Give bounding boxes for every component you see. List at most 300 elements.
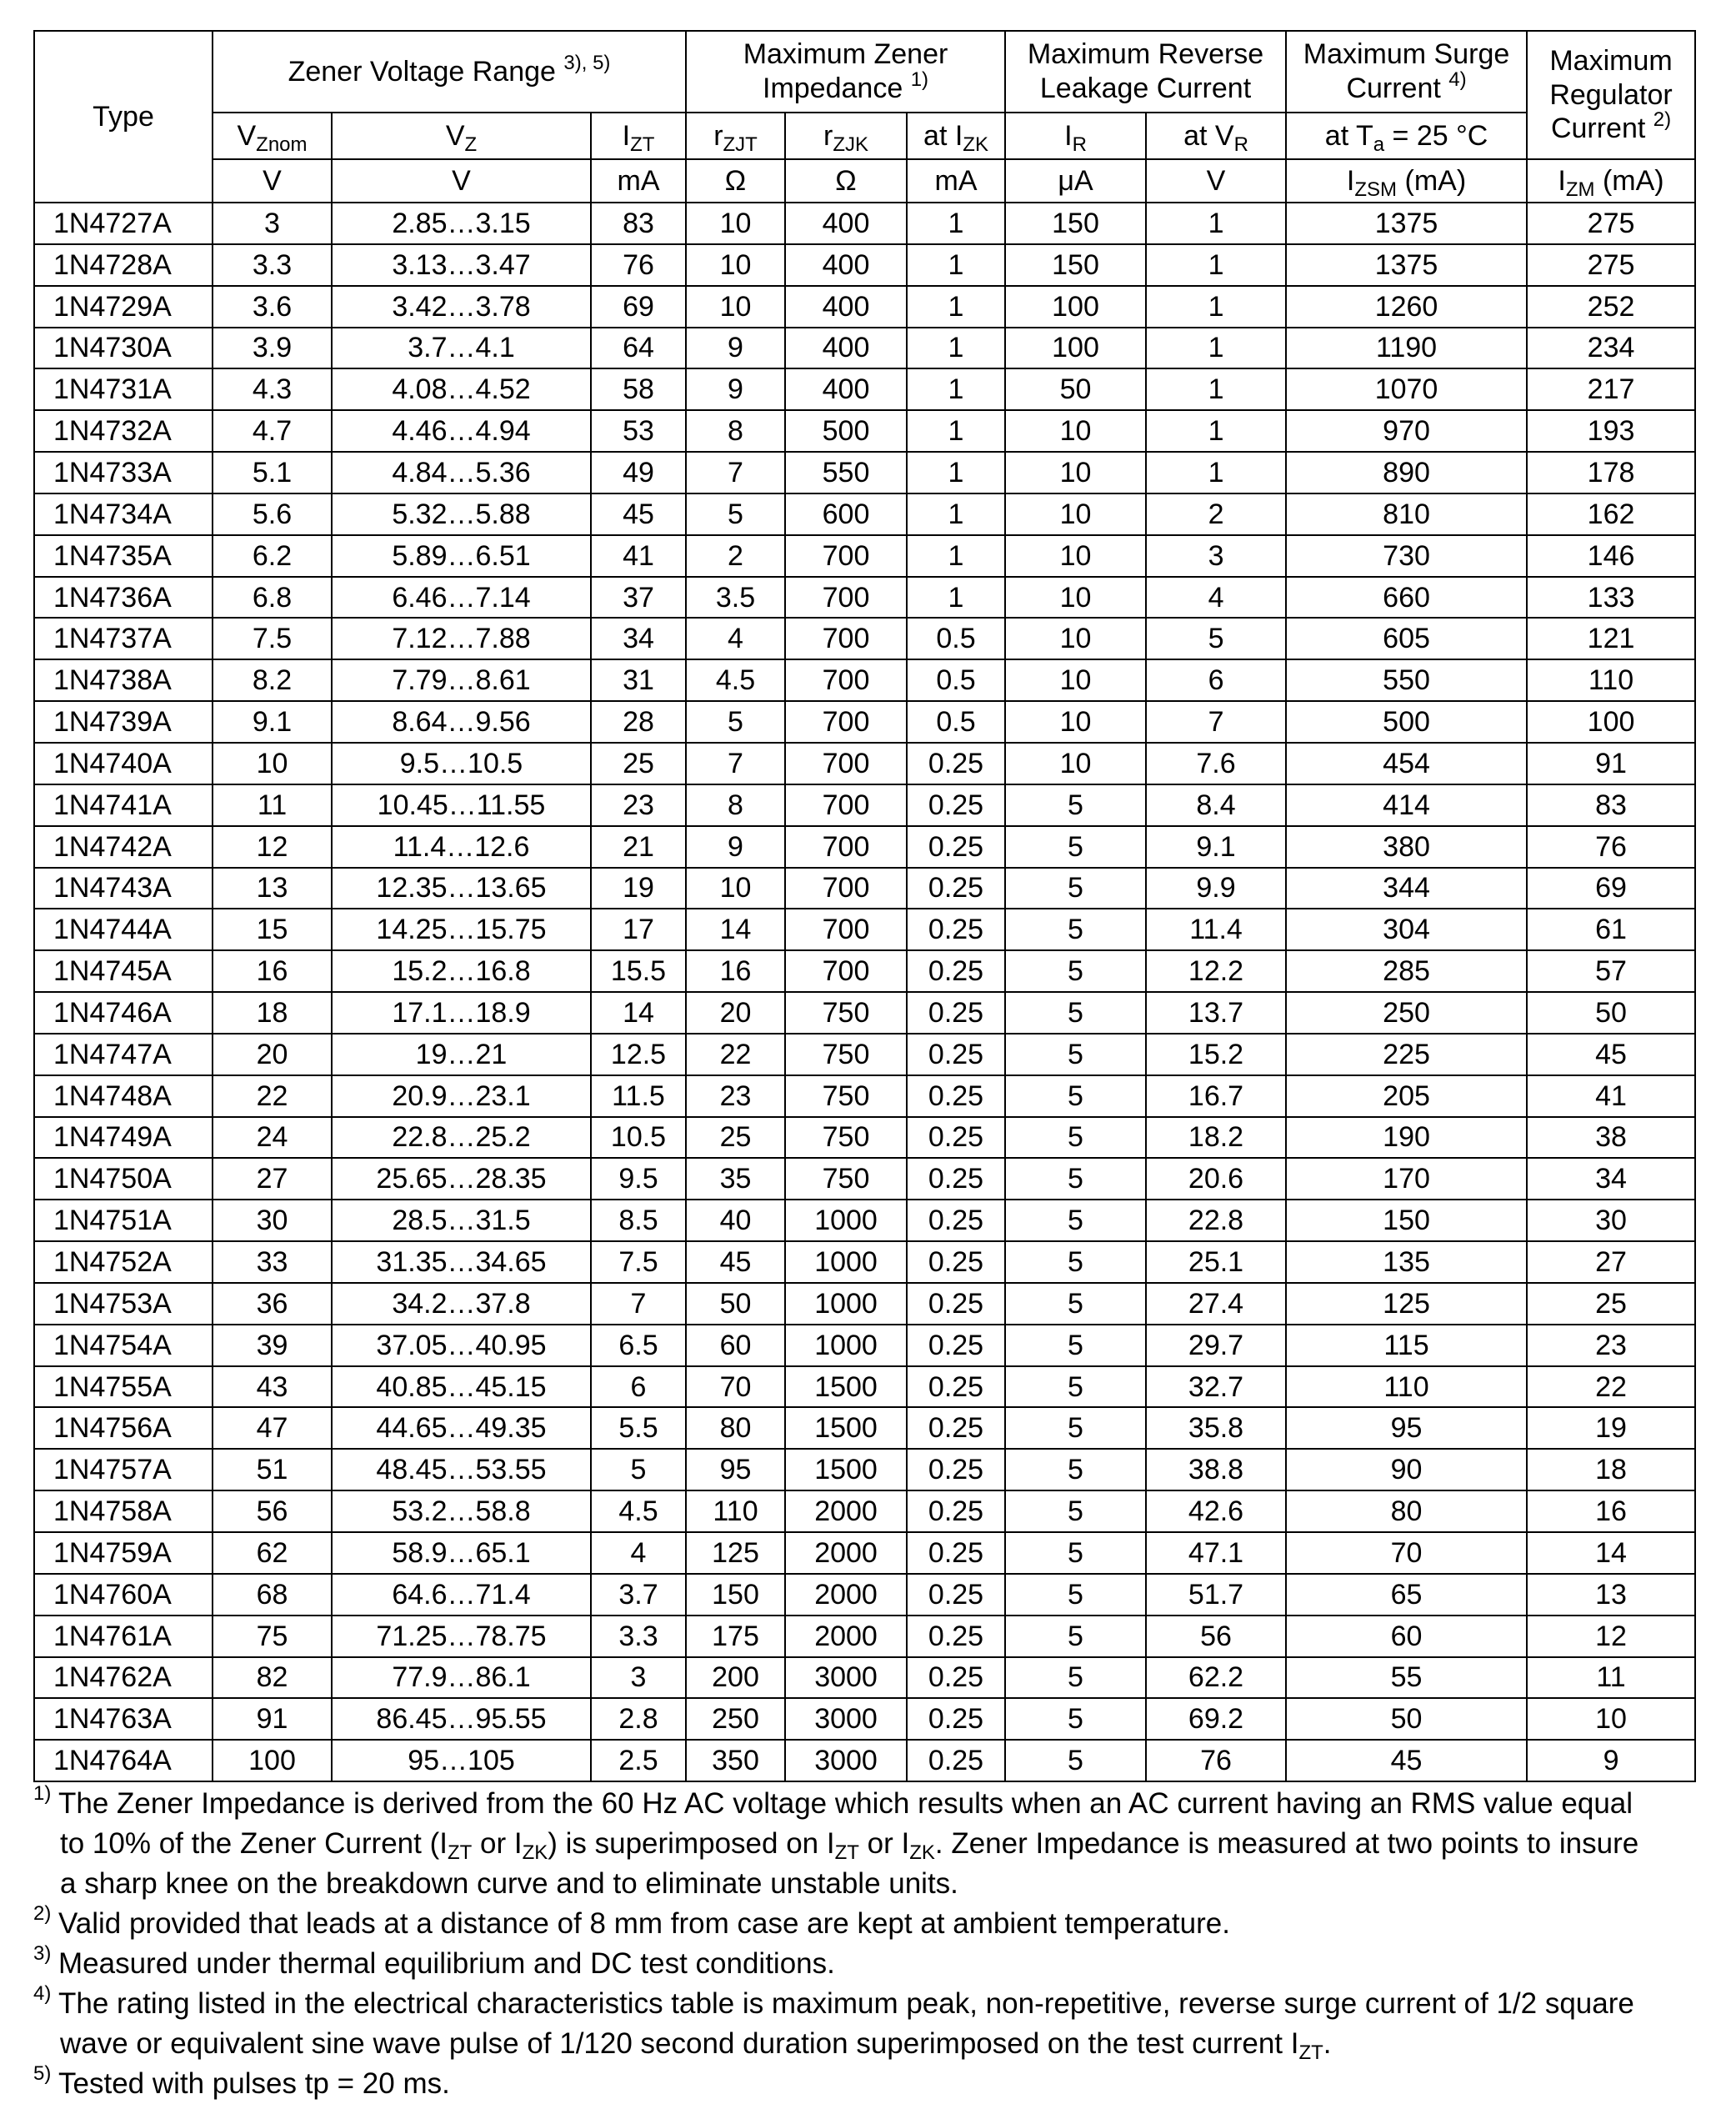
unit-ir: μA: [1005, 159, 1146, 203]
cell-ir: 5: [1005, 1158, 1146, 1200]
table-row: [34, 659, 1695, 701]
cell-izt: 34: [591, 618, 686, 659]
cell-vznom: 22: [213, 1075, 332, 1117]
cell-izt: 31: [591, 659, 686, 701]
cell-vz-range: 37.05…40.95: [332, 1325, 591, 1366]
table-row: [34, 950, 1695, 992]
table-row: [34, 1283, 1695, 1325]
cell-type: 1N4755A: [34, 1366, 213, 1408]
cell-izm: 45: [1527, 1034, 1695, 1075]
vznom-header: $V_{Znom}$: [213, 113, 332, 159]
table-row: [34, 493, 1695, 535]
cell-izt: 7.5: [591, 1241, 686, 1283]
cell-ir: 5: [1005, 1366, 1146, 1408]
cell-vz-range: 5.89…6.51: [332, 535, 591, 577]
cell-vz-range: 53.2…58.8: [332, 1490, 591, 1532]
cell-rzjk: 3000: [785, 1698, 907, 1740]
ir-header: $I_R$: [1005, 113, 1146, 159]
cell-vz-range: 31.35…34.65: [332, 1241, 591, 1283]
cell-vr: 35.8: [1146, 1407, 1286, 1449]
cell-izt: 28: [591, 701, 686, 743]
cell-izm: 110: [1527, 659, 1695, 701]
at-izk-header: at $I_{ZK}$: [907, 113, 1005, 159]
cell-type: 1N4756A: [34, 1407, 213, 1449]
cell-type: 1N4742A: [34, 826, 213, 868]
cell-vz-range: 95…105: [332, 1740, 591, 1781]
cell-rzjk: 1500: [785, 1449, 907, 1490]
cell-izm: 11: [1527, 1657, 1695, 1699]
cell-izk: 0.25: [907, 1449, 1005, 1490]
cell-rzjk: 700: [785, 577, 907, 619]
cell-rzjt: 175: [686, 1616, 785, 1657]
cell-izsm: 90: [1286, 1449, 1527, 1490]
cell-izk: 0.25: [907, 743, 1005, 784]
cell-vznom: 3.9: [213, 328, 332, 369]
cell-vr: 7: [1146, 701, 1286, 743]
zener-range-header: Zener Voltage Range $^{3), 5)}$: [213, 31, 686, 113]
cell-izsm: 50: [1286, 1698, 1527, 1740]
cell-ir: 5: [1005, 1283, 1146, 1325]
cell-izsm: 414: [1286, 784, 1527, 826]
cell-izk: 0.25: [907, 1200, 1005, 1241]
cell-vz-range: 12.35…13.65: [332, 868, 591, 909]
cell-ir: 5: [1005, 1034, 1146, 1075]
cell-izt: 11.5: [591, 1075, 686, 1117]
cell-vr: 9.9: [1146, 868, 1286, 909]
cell-ir: 5: [1005, 1075, 1146, 1117]
cell-izm: 69: [1527, 868, 1695, 909]
cell-izm: 12: [1527, 1616, 1695, 1657]
unit-vz: V: [332, 159, 591, 203]
cell-izk: 0.25: [907, 1034, 1005, 1075]
cell-ir: 5: [1005, 992, 1146, 1034]
table-row: [34, 203, 1695, 244]
unit-vznom: V: [213, 159, 332, 203]
cell-izk: 0.25: [907, 1616, 1005, 1657]
cell-type: 1N4749A: [34, 1117, 213, 1159]
cell-izsm: 250: [1286, 992, 1527, 1034]
cell-rzjt: 7: [686, 743, 785, 784]
cell-izsm: 970: [1286, 410, 1527, 452]
cell-rzjt: 10: [686, 244, 785, 286]
cell-rzjk: 700: [785, 868, 907, 909]
cell-ir: 10: [1005, 618, 1146, 659]
cell-type: 1N4737A: [34, 618, 213, 659]
cell-izt: 9.5: [591, 1158, 686, 1200]
cell-vznom: 6.8: [213, 577, 332, 619]
footnote-1: 1) The Zener Impedance is derived from the 60 Hz AC voltage which results when an AC current having an RMS value equal to 10% of the Zener Current ($I_{ZT}$ or $I_{ZK}$) is superimposed on $I_{ZT}$ or $I_{ZK}$. Zener Impedance is measured at two points to insure a sharp knee on the breakdown curve and to eliminate unstable units.: [33, 1782, 1639, 1901]
cell-vr: 1: [1146, 286, 1286, 328]
cell-rzjk: 600: [785, 493, 907, 535]
cell-vz-range: 28.5…31.5: [332, 1200, 591, 1241]
cell-izm: 13: [1527, 1574, 1695, 1616]
cell-vr: 47.1: [1146, 1532, 1286, 1574]
cell-type: 1N4740A: [34, 743, 213, 784]
cell-izsm: 1375: [1286, 244, 1527, 286]
cell-rzjk: 2000: [785, 1574, 907, 1616]
cell-ir: 5: [1005, 1325, 1146, 1366]
cell-izsm: 225: [1286, 1034, 1527, 1075]
cell-izt: 14: [591, 992, 686, 1034]
cell-izm: 30: [1527, 1200, 1695, 1241]
cell-rzjt: 40: [686, 1200, 785, 1241]
table-row: [34, 743, 1695, 784]
cell-ir: 10: [1005, 410, 1146, 452]
table-row: [34, 701, 1695, 743]
cell-vznom: 5.6: [213, 493, 332, 535]
cell-ir: 10: [1005, 452, 1146, 493]
cell-izm: 41: [1527, 1075, 1695, 1117]
cell-izk: 1: [907, 577, 1005, 619]
unit-izsm: $I_{ZSM}$ (mA): [1286, 159, 1527, 203]
cell-izt: 49: [591, 452, 686, 493]
cell-vr: 25.1: [1146, 1241, 1286, 1283]
cell-rzjk: 3000: [785, 1657, 907, 1699]
cell-vznom: 3.6: [213, 286, 332, 328]
cell-type: 1N4759A: [34, 1532, 213, 1574]
cell-vznom: 91: [213, 1698, 332, 1740]
cell-izsm: 730: [1286, 535, 1527, 577]
cell-vznom: 68: [213, 1574, 332, 1616]
cell-izk: 0.25: [907, 1740, 1005, 1781]
cell-vz-range: 71.25…78.75: [332, 1616, 591, 1657]
table-row: [34, 992, 1695, 1034]
cell-izt: 3.7: [591, 1574, 686, 1616]
cell-izsm: 304: [1286, 909, 1527, 950]
cell-izt: 25: [591, 743, 686, 784]
cell-izm: 217: [1527, 368, 1695, 410]
cell-izt: 21: [591, 826, 686, 868]
cell-vz-range: 10.45…11.55: [332, 784, 591, 826]
cell-vznom: 4.7: [213, 410, 332, 452]
table-row: [34, 1698, 1695, 1740]
cell-rzjk: 700: [785, 535, 907, 577]
cell-vr: 22.8: [1146, 1200, 1286, 1241]
cell-izm: 234: [1527, 328, 1695, 369]
cell-izk: 1: [907, 368, 1005, 410]
cell-vr: 27.4: [1146, 1283, 1286, 1325]
cell-vz-range: 4.84…5.36: [332, 452, 591, 493]
cell-izt: 53: [591, 410, 686, 452]
cell-izsm: 95: [1286, 1407, 1527, 1449]
cell-type: 1N4729A: [34, 286, 213, 328]
cell-vz-range: 15.2…16.8: [332, 950, 591, 992]
cell-ir: 5: [1005, 1740, 1146, 1781]
cell-izk: 0.25: [907, 1490, 1005, 1532]
cell-vz-range: 5.32…5.88: [332, 493, 591, 535]
cell-rzjk: 750: [785, 1075, 907, 1117]
cell-vr: 9.1: [1146, 826, 1286, 868]
cell-izsm: 190: [1286, 1117, 1527, 1159]
cell-izk: 1: [907, 244, 1005, 286]
cell-rzjk: 750: [785, 1034, 907, 1075]
cell-izt: 6: [591, 1366, 686, 1408]
cell-izk: 0.25: [907, 909, 1005, 950]
cell-ir: 5: [1005, 784, 1146, 826]
cell-vr: 29.7: [1146, 1325, 1286, 1366]
cell-vznom: 30: [213, 1200, 332, 1241]
cell-izsm: 380: [1286, 826, 1527, 868]
cell-izt: 58: [591, 368, 686, 410]
cell-izsm: 45: [1286, 1740, 1527, 1781]
cell-rzjk: 2000: [785, 1616, 907, 1657]
cell-izsm: 1070: [1286, 368, 1527, 410]
cell-izsm: 810: [1286, 493, 1527, 535]
cell-vr: 32.7: [1146, 1366, 1286, 1408]
cell-ir: 5: [1005, 950, 1146, 992]
cell-vznom: 27: [213, 1158, 332, 1200]
table-row: [34, 410, 1695, 452]
cell-rzjk: 400: [785, 286, 907, 328]
cell-izsm: 205: [1286, 1075, 1527, 1117]
cell-izk: 0.25: [907, 1532, 1005, 1574]
table-row: [34, 909, 1695, 950]
cell-izm: 38: [1527, 1117, 1695, 1159]
cell-izsm: 500: [1286, 701, 1527, 743]
cell-type: 1N4753A: [34, 1283, 213, 1325]
cell-izk: 0.25: [907, 1657, 1005, 1699]
cell-ir: 5: [1005, 1574, 1146, 1616]
cell-type: 1N4746A: [34, 992, 213, 1034]
table-row: [34, 1616, 1695, 1657]
izt-header: $I_{ZT}$: [591, 113, 686, 159]
cell-izt: 37: [591, 577, 686, 619]
cell-ir: 150: [1005, 244, 1146, 286]
cell-rzjk: 550: [785, 452, 907, 493]
cell-vr: 8.4: [1146, 784, 1286, 826]
cell-izk: 0.25: [907, 1241, 1005, 1283]
cell-ir: 5: [1005, 1490, 1146, 1532]
cell-vz-range: 3.13…3.47: [332, 244, 591, 286]
table-row: [34, 577, 1695, 619]
footnote-4: 4) The rating listed in the electrical characteristics table is maximum peak, non-repetitive, reverse surge current of 1/2 square wave or equivalent sine wave pulse of 1/120 second duration superimposed on the test current $I_{ZT}$.: [33, 1982, 1634, 2065]
cell-ir: 150: [1005, 203, 1146, 244]
cell-type: 1N4743A: [34, 868, 213, 909]
table-row: [34, 1241, 1695, 1283]
cell-vznom: 11: [213, 784, 332, 826]
rzjk-header: $r_{ZJK}$: [785, 113, 907, 159]
cell-vznom: 20: [213, 1034, 332, 1075]
cell-vz-range: 48.45…53.55: [332, 1449, 591, 1490]
cell-type: 1N4745A: [34, 950, 213, 992]
cell-izm: 146: [1527, 535, 1695, 577]
cell-izsm: 1375: [1286, 203, 1527, 244]
table-row: [34, 826, 1695, 868]
cell-rzjk: 2000: [785, 1490, 907, 1532]
cell-vr: 11.4: [1146, 909, 1286, 950]
cell-izt: 45: [591, 493, 686, 535]
cell-rzjt: 150: [686, 1574, 785, 1616]
cell-vznom: 36: [213, 1283, 332, 1325]
cell-izm: 193: [1527, 410, 1695, 452]
type-header: Type: [34, 31, 213, 203]
cell-izm: 83: [1527, 784, 1695, 826]
cell-vz-range: 3.42…3.78: [332, 286, 591, 328]
cell-rzjt: 125: [686, 1532, 785, 1574]
cell-izk: 0.25: [907, 1407, 1005, 1449]
cell-vznom: 24: [213, 1117, 332, 1159]
cell-izsm: 170: [1286, 1158, 1527, 1200]
cell-izt: 6.5: [591, 1325, 686, 1366]
cell-vr: 42.6: [1146, 1490, 1286, 1532]
cell-izsm: 55: [1286, 1657, 1527, 1699]
table-row: [34, 286, 1695, 328]
cell-rzjk: 1500: [785, 1407, 907, 1449]
cell-rzjk: 700: [785, 826, 907, 868]
cell-rzjt: 5: [686, 701, 785, 743]
cell-izt: 69: [591, 286, 686, 328]
cell-vznom: 51: [213, 1449, 332, 1490]
cell-ir: 10: [1005, 743, 1146, 784]
cell-ir: 5: [1005, 909, 1146, 950]
cell-izt: 10.5: [591, 1117, 686, 1159]
cell-vz-range: 7.79…8.61: [332, 659, 591, 701]
table-row: [34, 1490, 1695, 1532]
cell-type: 1N4747A: [34, 1034, 213, 1075]
cell-vr: 12.2: [1146, 950, 1286, 992]
cell-type: 1N4762A: [34, 1657, 213, 1699]
cell-izm: 252: [1527, 286, 1695, 328]
cell-izk: 0.5: [907, 659, 1005, 701]
cell-rzjt: 80: [686, 1407, 785, 1449]
table-row: [34, 1574, 1695, 1616]
cell-type: 1N4727A: [34, 203, 213, 244]
cell-vz-range: 64.6…71.4: [332, 1574, 591, 1616]
cell-izsm: 285: [1286, 950, 1527, 992]
cell-vz-range: 22.8…25.2: [332, 1117, 591, 1159]
cell-izt: 5.5: [591, 1407, 686, 1449]
cell-rzjk: 700: [785, 743, 907, 784]
cell-vz-range: 58.9…65.1: [332, 1532, 591, 1574]
cell-ir: 5: [1005, 1200, 1146, 1241]
table-row: [34, 1117, 1695, 1159]
cell-vz-range: 20.9…23.1: [332, 1075, 591, 1117]
cell-izsm: 115: [1286, 1325, 1527, 1366]
cell-ir: 5: [1005, 868, 1146, 909]
cell-rzjt: 22: [686, 1034, 785, 1075]
cell-izk: 0.25: [907, 1366, 1005, 1408]
cell-rzjk: 700: [785, 659, 907, 701]
cell-rzjt: 14: [686, 909, 785, 950]
cell-izsm: 1260: [1286, 286, 1527, 328]
cell-vr: 1: [1146, 452, 1286, 493]
cell-rzjk: 700: [785, 909, 907, 950]
cell-vz-range: 8.64…9.56: [332, 701, 591, 743]
cell-type: 1N4733A: [34, 452, 213, 493]
cell-izt: 23: [591, 784, 686, 826]
cell-type: 1N4732A: [34, 410, 213, 452]
cell-ir: 5: [1005, 826, 1146, 868]
cell-vz-range: 14.25…15.75: [332, 909, 591, 950]
cell-izm: 18: [1527, 1449, 1695, 1490]
cell-izsm: 1190: [1286, 328, 1527, 369]
table-row: [34, 1158, 1695, 1200]
cell-izk: 0.25: [907, 868, 1005, 909]
cell-vz-range: 9.5…10.5: [332, 743, 591, 784]
cell-type: 1N4739A: [34, 701, 213, 743]
cell-rzjt: 350: [686, 1740, 785, 1781]
footnote-ref: 2): [1653, 108, 1672, 132]
cell-vz-range: 4.46…4.94: [332, 410, 591, 452]
cell-rzjt: 110: [686, 1490, 785, 1532]
table-row: [34, 368, 1695, 410]
unit-izk: mA: [907, 159, 1005, 203]
cell-rzjk: 1000: [785, 1283, 907, 1325]
cell-izm: 23: [1527, 1325, 1695, 1366]
cell-vz-range: 3.7…4.1: [332, 328, 591, 369]
cell-vr: 1: [1146, 410, 1286, 452]
cell-vz-range: 4.08…4.52: [332, 368, 591, 410]
unit-izm: $I_{ZM}$ (mA): [1527, 159, 1695, 203]
cell-izsm: 135: [1286, 1241, 1527, 1283]
cell-vznom: 13: [213, 868, 332, 909]
table-row: [34, 784, 1695, 826]
cell-rzjk: 400: [785, 328, 907, 369]
cell-izm: 133: [1527, 577, 1695, 619]
cell-rzjt: 9: [686, 328, 785, 369]
cell-rzjt: 250: [686, 1698, 785, 1740]
cell-vz-range: 2.85…3.15: [332, 203, 591, 244]
cell-vznom: 75: [213, 1616, 332, 1657]
cell-rzjt: 70: [686, 1366, 785, 1408]
cell-rzjt: 10: [686, 203, 785, 244]
at-vr-header: at $V_R$: [1146, 113, 1286, 159]
cell-izk: 0.25: [907, 784, 1005, 826]
cell-type: 1N4736A: [34, 577, 213, 619]
cell-izk: 0.5: [907, 618, 1005, 659]
cell-izk: 0.25: [907, 1158, 1005, 1200]
cell-type: 1N4760A: [34, 1574, 213, 1616]
cell-vr: 5: [1146, 618, 1286, 659]
cell-rzjk: 400: [785, 203, 907, 244]
cell-vznom: 47: [213, 1407, 332, 1449]
cell-izm: 275: [1527, 203, 1695, 244]
cell-rzjt: 10: [686, 868, 785, 909]
cell-rzjt: 4: [686, 618, 785, 659]
cell-izk: 0.25: [907, 1075, 1005, 1117]
cell-izt: 15.5: [591, 950, 686, 992]
cell-type: 1N4752A: [34, 1241, 213, 1283]
cell-ir: 5: [1005, 1449, 1146, 1490]
table-row: [34, 1740, 1695, 1781]
cell-izm: 100: [1527, 701, 1695, 743]
cell-rzjk: 400: [785, 244, 907, 286]
cell-rzjt: 25: [686, 1117, 785, 1159]
cell-vr: 7.6: [1146, 743, 1286, 784]
cell-izk: 1: [907, 286, 1005, 328]
cell-rzjk: 1000: [785, 1325, 907, 1366]
footnote-2: 2) Valid provided that leads at a distance of 8 mm from case are kept at ambient temperature.: [33, 1902, 1230, 1941]
cell-rzjk: 500: [785, 410, 907, 452]
cell-vznom: 4.3: [213, 368, 332, 410]
cell-izsm: 60: [1286, 1616, 1527, 1657]
cell-izm: 178: [1527, 452, 1695, 493]
cell-izm: 9: [1527, 1740, 1695, 1781]
table-row: [34, 1034, 1695, 1075]
cell-vr: 4: [1146, 577, 1286, 619]
footnotes: [33, 1784, 1694, 2104]
cell-type: 1N4738A: [34, 659, 213, 701]
table-row: [34, 1325, 1695, 1366]
cell-type: 1N4761A: [34, 1616, 213, 1657]
cell-rzjt: 95: [686, 1449, 785, 1490]
table-row: [34, 1657, 1695, 1699]
cell-vznom: 16: [213, 950, 332, 992]
cell-izm: 16: [1527, 1490, 1695, 1532]
cell-izt: 12.5: [591, 1034, 686, 1075]
cell-type: 1N4754A: [34, 1325, 213, 1366]
max-regulator-header: Maximum Regulator Current $^{2)}$: [1527, 31, 1695, 159]
